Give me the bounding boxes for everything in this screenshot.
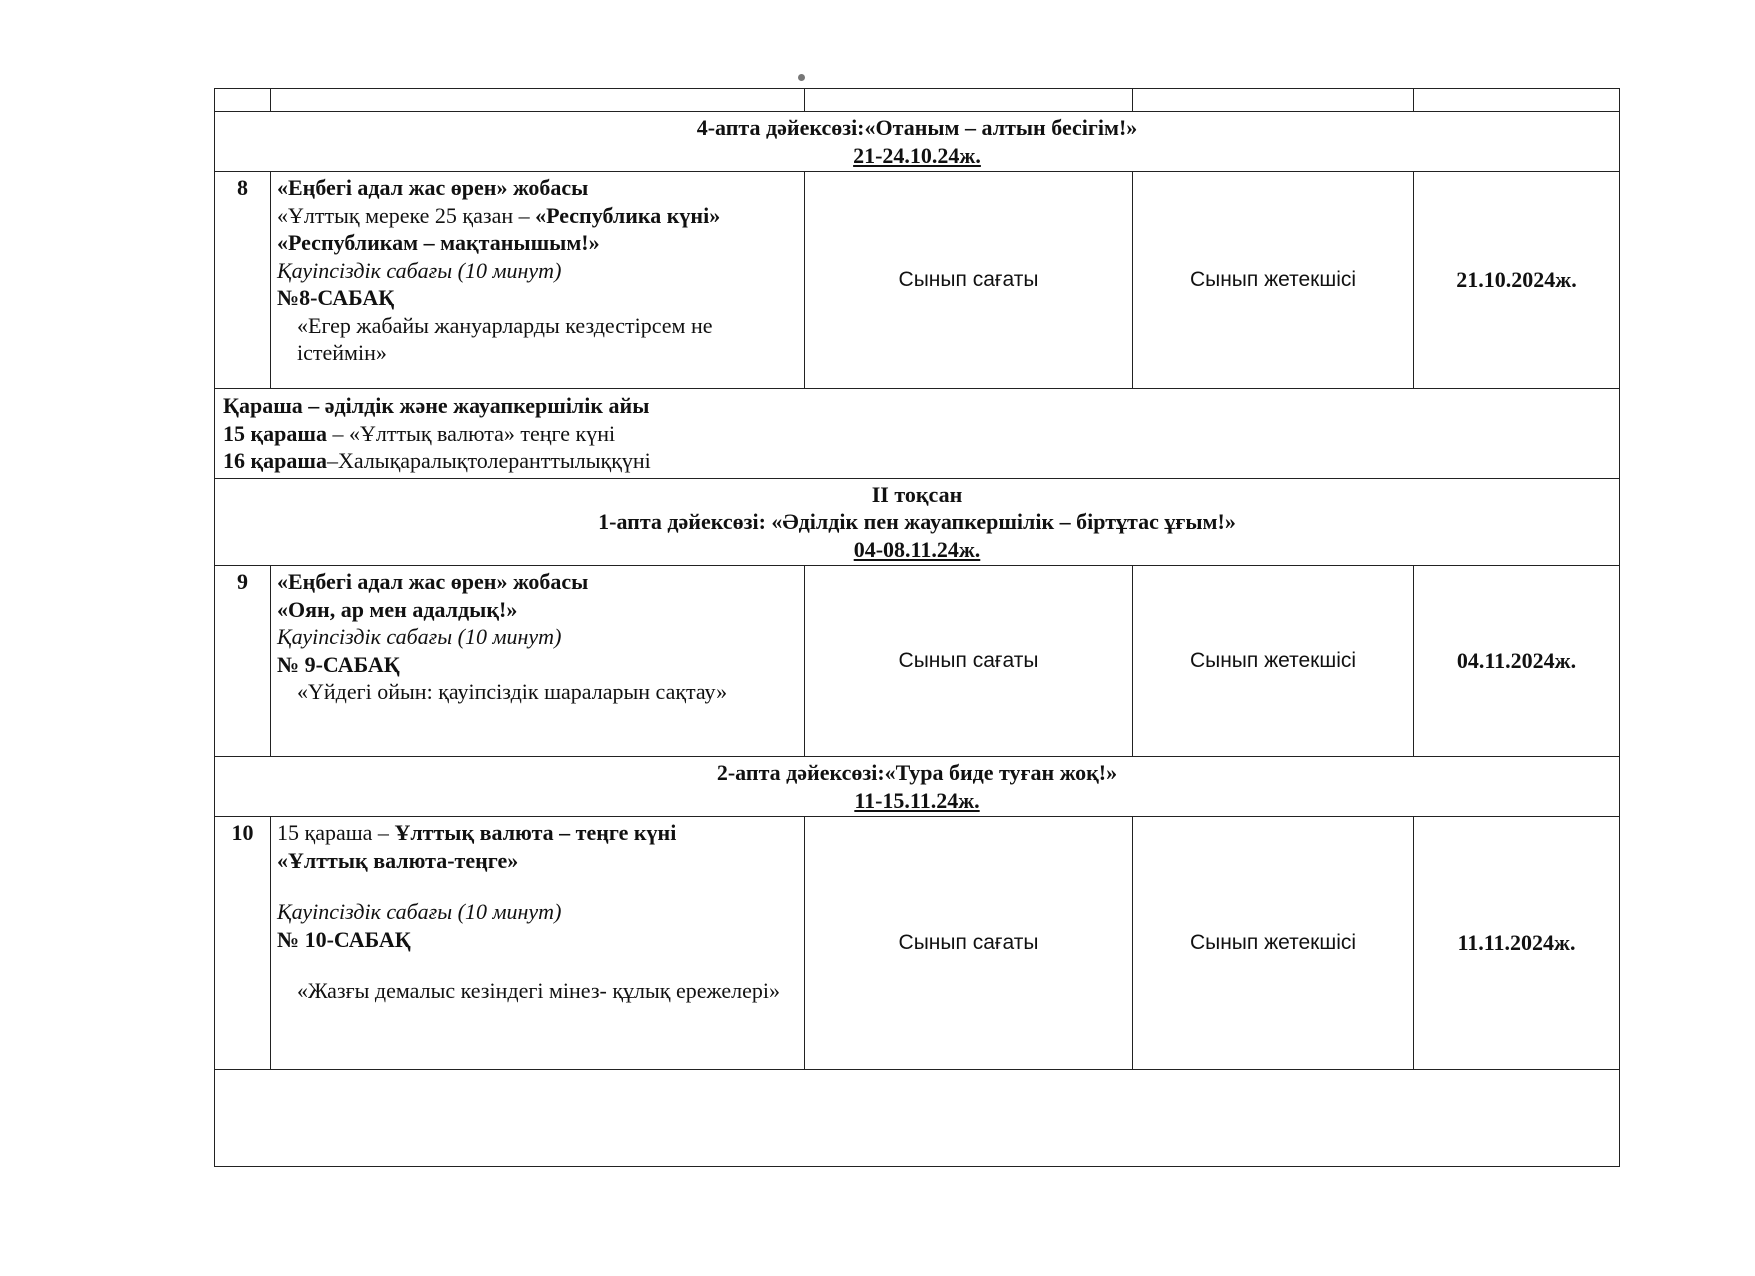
holiday-line: 15 қараша – Ұлттық валюта – теңге күні bbox=[277, 820, 677, 845]
event-date: 21.10.2024ж. bbox=[1414, 172, 1620, 389]
week-dates: 11-15.11.24ж. bbox=[854, 787, 980, 813]
row-number: 10 bbox=[215, 817, 271, 1070]
lesson-number: № 10-САБАҚ bbox=[277, 926, 411, 952]
responsible: Сынып жетекшісі bbox=[1133, 817, 1414, 1070]
event-date: 11.11.2024ж. bbox=[1414, 817, 1620, 1070]
holiday-line: «Ұлттық мереке 25 қазан – «Республика күні» bbox=[277, 202, 721, 228]
table-row bbox=[215, 817, 1620, 1070]
event-topic bbox=[271, 817, 805, 1070]
week-dates: 04-08.11.24ж. bbox=[853, 536, 981, 562]
empty-row bbox=[215, 1070, 1620, 1167]
lesson-title: «Жазғы демалыс кезіндегі мінез- құлық ережелері» bbox=[297, 978, 781, 1003]
event-topic bbox=[271, 566, 805, 757]
table-header-blank-row bbox=[215, 89, 1620, 112]
safety-lesson-label: Қауіпсіздік сабағы (10 минут) bbox=[277, 899, 562, 924]
project-name: «Еңбегі адал жас өрен» жобасы bbox=[277, 569, 589, 594]
month-date-15: 15 қараша – «Ұлттық валюта» теңге күні bbox=[223, 420, 616, 446]
lesson-number: №8-САБАҚ bbox=[277, 285, 395, 310]
month-header bbox=[215, 389, 1620, 479]
week-quote: 1-апта дәйексөзі: «Әділдік пен жауапкершілік – біртұтас ұғым!» bbox=[598, 509, 1236, 534]
event-plan-table bbox=[214, 88, 1620, 1167]
week-2-header bbox=[215, 757, 1620, 817]
project-name: «Еңбегі адал жас өрен» жобасы bbox=[277, 175, 589, 200]
event-title: «Республикам – мақтанышым!» bbox=[277, 230, 600, 255]
table-row bbox=[215, 566, 1620, 757]
event-topic bbox=[271, 172, 805, 389]
lesson-number: № 9-САБАҚ bbox=[277, 651, 400, 677]
event-form: Сынып сағаты bbox=[805, 172, 1133, 389]
responsible: Сынып жетекшісі bbox=[1133, 566, 1414, 757]
quarter-title: ІІ тоқсан bbox=[871, 481, 963, 507]
lesson-title: «Егер жабайы жануарларды кездестірсем не істеймін» bbox=[297, 312, 713, 365]
month-date-16: 16 қараша–Халықаралықтолеранттылыққүні bbox=[223, 448, 651, 473]
month-title: Қараша – әділдік және жауапкершілік айы bbox=[223, 393, 650, 418]
event-title: «Ұлттық валюта-теңге» bbox=[277, 847, 519, 873]
event-form: Сынып сағаты bbox=[805, 817, 1133, 1070]
responsible: Сынып жетекшісі bbox=[1133, 172, 1414, 389]
week-quote: 4-апта дәйексөзі:«Отаным – алтын бесігім!» bbox=[696, 115, 1138, 140]
safety-lesson-label: Қауіпсіздік сабағы (10 минут) bbox=[277, 257, 562, 283]
event-date: 04.11.2024ж. bbox=[1414, 566, 1620, 757]
safety-lesson-label: Қауіпсіздік сабағы (10 минут) bbox=[277, 624, 562, 649]
scan-speck bbox=[798, 74, 805, 81]
event-form: Сынып сағаты bbox=[805, 566, 1133, 757]
week-quote: 2-апта дәйексөзі:«Тура биде туған жоқ!» bbox=[716, 760, 1118, 785]
week-dates: 21-24.10.24ж. bbox=[853, 142, 981, 168]
event-title: «Оян, ар мен адалдық!» bbox=[277, 596, 518, 622]
lesson-title: «Үйдегі ойын: қауіпсіздік шараларын сақтау» bbox=[297, 679, 728, 704]
week-4-header bbox=[215, 112, 1620, 172]
quarter-2-week-1-header bbox=[215, 478, 1620, 566]
table-row bbox=[215, 172, 1620, 389]
row-number: 8 bbox=[215, 172, 271, 389]
row-number: 9 bbox=[215, 566, 271, 757]
